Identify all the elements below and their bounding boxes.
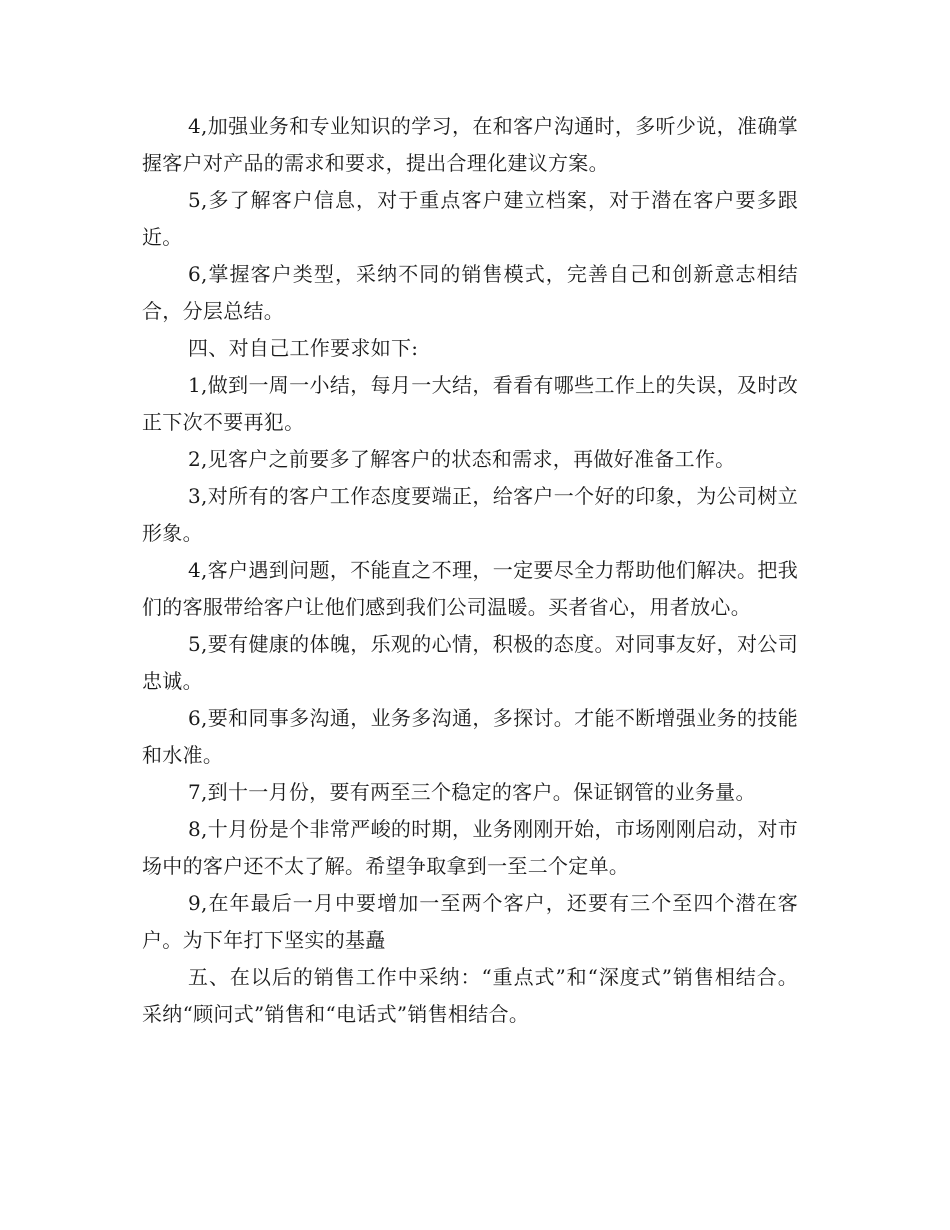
paragraph-item-5: 5,多了解客户信息，对于重点客户建立档案，对于潜在客户要多跟近。 [142, 188, 798, 249]
section-heading-four: 四、对自己工作要求如下: [188, 336, 419, 360]
requirement-item-8: 8,十月份是个非常严峻的时期，业务刚刚开始，市场刚刚启动，对市场中的客户还不太了解。希望争取拿到一至二个定单。 [142, 817, 798, 878]
requirement-item-5: 5,要有健康的体魄，乐观的心情，积极的态度。对同事友好，对公司忠诚。 [142, 632, 798, 693]
requirement-item-2: 2,见客户之前要多了解客户的状态和需求，再做好准备工作。 [188, 447, 736, 471]
requirement-item-4: 4,客户遇到问题，不能直之不理，一定要尽全力帮助他们解决。把我们的客服带给客户让他们感到我们公司温暖。买者省心，用者放心。 [142, 558, 798, 619]
requirement-item-7: 7,到十一月份，要有两至三个稳定的客户。保证钢管的业务量。 [188, 780, 756, 804]
document-body [142, 108, 798, 1033]
paragraph-item-4: 4,加强业务和专业知识的学习，在和客户沟通时，多听少说，准确掌握客户对产品的需求和要求，提出合理化建议方案。 [142, 114, 798, 175]
requirement-item-9: 9,在年最后一月中要增加一至两个客户，还要有三个至四个潜在客户。为下年打下坚实的基矗 [142, 891, 798, 952]
requirement-item-6: 6,要和同事多沟通，业务多沟通，多探讨。才能不断增强业务的技能和水准。 [142, 706, 798, 767]
section-heading-five: 五、在以后的销售工作中采纳：“重点式”和“深度式”销售相结合。采纳“顾问式”销售和“电话式”销售相结合。 [142, 965, 798, 1026]
requirement-item-3: 3,对所有的客户工作态度要端正，给客户一个好的印象，为公司树立形象。 [142, 484, 798, 545]
requirement-item-1: 1,做到一周一小结，每月一大结，看看有哪些工作上的失误，及时改正下次不要再犯。 [142, 373, 798, 434]
paragraph-item-6: 6,掌握客户类型，采纳不同的销售模式，完善自己和创新意志相结合，分层总结。 [142, 262, 798, 323]
